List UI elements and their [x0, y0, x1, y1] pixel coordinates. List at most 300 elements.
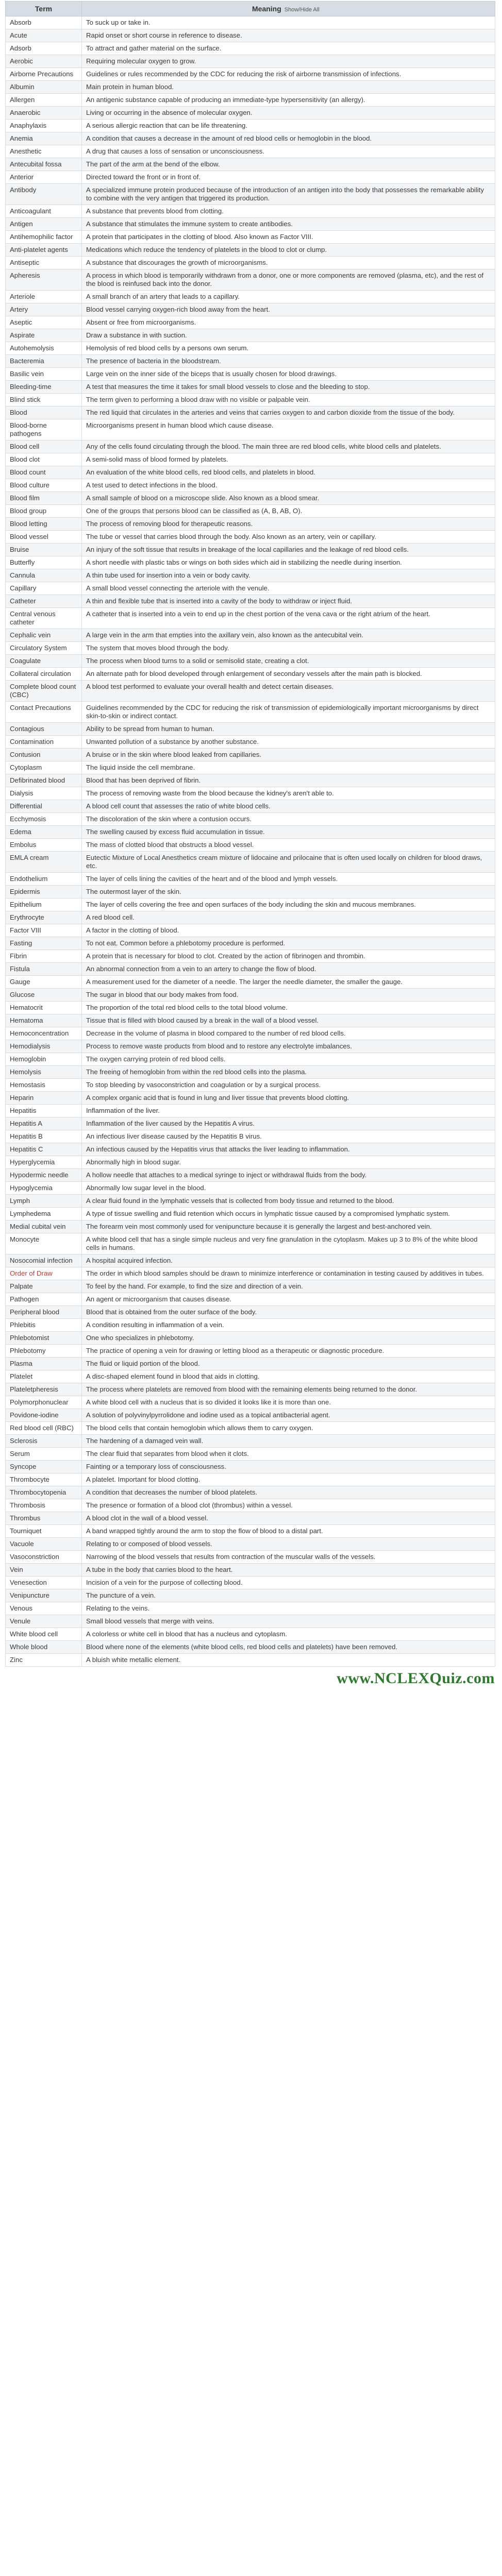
- term-cell: Acute: [6, 29, 82, 42]
- meaning-cell: An abnormal connection from a vein to an artery to change the flow of blood.: [82, 963, 495, 976]
- footer: [5, 1667, 497, 1687]
- term-cell: Allergen: [6, 94, 82, 107]
- meaning-cell: Blood where none of the elements (white blood cells, red blood cells and platelets) have been removed.: [82, 1641, 495, 1654]
- term-cell: Heparin: [6, 1092, 82, 1105]
- term-cell: Bleeding-time: [6, 381, 82, 394]
- meaning-cell: The process where platelets are removed from blood with the remaining elements being returned to the donor.: [82, 1383, 495, 1396]
- table-row: [6, 342, 495, 355]
- meaning-cell: Inflammation of the liver.: [82, 1105, 495, 1117]
- term-cell: Hyperglycemia: [6, 1156, 82, 1169]
- term-cell: Fibrin: [6, 950, 82, 963]
- term-cell: Coagulate: [6, 655, 82, 668]
- meaning-cell: A serious allergic reaction that can be life threatening.: [82, 120, 495, 132]
- term-cell: Artery: [6, 303, 82, 316]
- table-row: [6, 950, 495, 963]
- meaning-cell: The system that moves blood through the body.: [82, 642, 495, 655]
- term-cell: Syncope: [6, 1461, 82, 1473]
- term-cell: Contact Precautions: [6, 702, 82, 723]
- table-row: [6, 582, 495, 595]
- term-cell: Lymph: [6, 1195, 82, 1208]
- table-row: [6, 1079, 495, 1092]
- term-cell: Hemoconcentration: [6, 1027, 82, 1040]
- table-row: [6, 120, 495, 132]
- term-cell: Anticoagulant: [6, 205, 82, 218]
- table-row: [6, 94, 495, 107]
- table-row: [6, 1486, 495, 1499]
- term-cell: Hemoglobin: [6, 1053, 82, 1066]
- meaning-cell: A semi-solid mass of blood formed by platelets.: [82, 453, 495, 466]
- meaning-cell: Guidelines recommended by the CDC for reducing the risk of transmission of epidemiologically important microorganisms by direct skin-to-skin or indirect contact.: [82, 702, 495, 723]
- meaning-cell: Abnormally high in blood sugar.: [82, 1156, 495, 1169]
- meaning-cell: Narrowing of the blood vessels that results from contraction of the muscular walls of the vessels.: [82, 1551, 495, 1564]
- term-cell: Platelet: [6, 1370, 82, 1383]
- term-cell: Povidone-iodine: [6, 1409, 82, 1422]
- meaning-cell: A small branch of an artery that leads to a capillary.: [82, 291, 495, 303]
- term-cell: Hepatitis C: [6, 1143, 82, 1156]
- table-row: [6, 1002, 495, 1014]
- table-row: [6, 839, 495, 852]
- table-row: [6, 1525, 495, 1538]
- meaning-cell: Draw a substance in with suction.: [82, 329, 495, 342]
- table-row: [6, 1027, 495, 1040]
- table-row: [6, 492, 495, 505]
- meaning-cell: A solution of polyvinylpyrrolidone and iodine used as a topical antibacterial agent.: [82, 1409, 495, 1422]
- meaning-cell: A factor in the clotting of blood.: [82, 924, 495, 937]
- table-row: [6, 1641, 495, 1654]
- term-cell: Serum: [6, 1448, 82, 1461]
- term-cell: Hepatitis A: [6, 1117, 82, 1130]
- term-cell: Hemolysis: [6, 1066, 82, 1079]
- meaning-cell: The red liquid that circulates in the arteries and veins that carries oxygen to and carbon dioxide from the tissue of the body.: [82, 406, 495, 419]
- table-row: [6, 505, 495, 518]
- term-cell: Fistula: [6, 963, 82, 976]
- table-row: [6, 668, 495, 681]
- meaning-cell: A small sample of blood on a microscope slide. Also known as a blood smear.: [82, 492, 495, 505]
- meaning-cell: Main protein in human blood.: [82, 81, 495, 94]
- table-row: [6, 1345, 495, 1358]
- table-row: [6, 394, 495, 406]
- term-cell: Apheresis: [6, 269, 82, 291]
- table-row: [6, 608, 495, 629]
- meaning-cell: A substance that prevents blood from clotting.: [82, 205, 495, 218]
- term-cell: Sclerosis: [6, 1435, 82, 1448]
- table-row: [6, 1255, 495, 1267]
- table-row: [6, 1280, 495, 1293]
- meaning-cell: A bruise or in the skin where blood leaked from capillaries.: [82, 749, 495, 761]
- table-row: [6, 1143, 495, 1156]
- term-cell: Differential: [6, 800, 82, 813]
- term-cell: Peripheral blood: [6, 1306, 82, 1319]
- term-cell: Hematocrit: [6, 1002, 82, 1014]
- table-row: [6, 269, 495, 291]
- table-row: [6, 55, 495, 68]
- table-row: [6, 479, 495, 492]
- term-cell: Blood: [6, 406, 82, 419]
- meaning-cell: Inflammation of the liver caused by the Hepatitis A virus.: [82, 1117, 495, 1130]
- term-cell: Blood-borne pathogens: [6, 419, 82, 440]
- table-row: [6, 736, 495, 749]
- meaning-cell: The puncture of a vein.: [82, 1589, 495, 1602]
- meaning-cell: The presence or formation of a blood clot (thrombus) within a vessel.: [82, 1499, 495, 1512]
- meaning-cell: A tube in the body that carries blood to the heart.: [82, 1564, 495, 1577]
- meaning-cell: A substance that discourages the growth of microorganisms.: [82, 257, 495, 269]
- meaning-cell: Blood that is obtained from the outer surface of the body.: [82, 1306, 495, 1319]
- term-cell: Hemodialysis: [6, 1040, 82, 1053]
- table-row: [6, 68, 495, 81]
- table-row: [6, 1448, 495, 1461]
- meaning-cell: Microorganisms present in human blood which cause disease.: [82, 419, 495, 440]
- meaning-cell: A blood clot in the wall of a blood vessel.: [82, 1512, 495, 1525]
- term-cell: Contusion: [6, 749, 82, 761]
- term-cell: Plasma: [6, 1358, 82, 1370]
- table-row: [6, 406, 495, 419]
- meaning-cell: Relating to or composed of blood vessels.: [82, 1538, 495, 1551]
- meaning-cell: A condition that decreases the number of blood platelets.: [82, 1486, 495, 1499]
- term-cell: Hepatitis B: [6, 1130, 82, 1143]
- table-row: [6, 1551, 495, 1564]
- term-cell: Thrombosis: [6, 1499, 82, 1512]
- table-row: [6, 1014, 495, 1027]
- meaning-cell: A blood test performed to evaluate your overall health and detect certain diseases.: [82, 681, 495, 702]
- term-cell: Basilic vein: [6, 368, 82, 381]
- meaning-cell: Tissue that is filled with blood caused by a break in the wall of a blood vessel.: [82, 1014, 495, 1027]
- term-cell: Blood film: [6, 492, 82, 505]
- term-cell: Antibody: [6, 184, 82, 205]
- meaning-cell: The presence of bacteria in the bloodstream.: [82, 355, 495, 368]
- meaning-cell: An infectious caused by the Hepatitis virus that attacks the liver leading to inflammation.: [82, 1143, 495, 1156]
- meaning-cell: The sugar in blood that our body makes from food.: [82, 989, 495, 1002]
- meaning-cell: An injury of the soft tissue that results in breakage of the local capillaries and the leakage of red blood cells.: [82, 544, 495, 556]
- meaning-cell: A thin and flexible tube that is inserted into a cavity of the body to withdraw or inject fluid.: [82, 595, 495, 608]
- table-row: [6, 911, 495, 924]
- meaning-cell: One who specializes in phlebotomy.: [82, 1332, 495, 1345]
- table-row: [6, 1306, 495, 1319]
- meaning-cell: A protein that participates in the clotting of blood. Also known as Factor VIII.: [82, 231, 495, 244]
- term-cell: Autohemolysis: [6, 342, 82, 355]
- table-row: [6, 1409, 495, 1422]
- term-cell: Anemia: [6, 132, 82, 145]
- table-row: [6, 749, 495, 761]
- meaning-cell: The liquid inside the cell membrane.: [82, 761, 495, 774]
- term-cell: Blood letting: [6, 518, 82, 531]
- table-row: [6, 1195, 495, 1208]
- term-cell: Albumin: [6, 81, 82, 94]
- table-row: [6, 989, 495, 1002]
- table-row: [6, 723, 495, 736]
- table-row: [6, 257, 495, 269]
- term-cell: Hypodermic needle: [6, 1169, 82, 1182]
- table-row: [6, 419, 495, 440]
- term-cell: Pathogen: [6, 1293, 82, 1306]
- term-cell: Vein: [6, 1564, 82, 1577]
- term-cell: Thrombus: [6, 1512, 82, 1525]
- meaning-cell: The fluid or liquid portion of the blood.: [82, 1358, 495, 1370]
- meaning-cell: The oxygen carrying protein of red blood cells.: [82, 1053, 495, 1066]
- meaning-cell: A test that measures the time it takes for small blood vessels to close and the bleeding to stop.: [82, 381, 495, 394]
- meaning-cell: The layer of cells covering the free and open surfaces of the body including the skin and mucous membranes.: [82, 899, 495, 911]
- table-row: [6, 1130, 495, 1143]
- term-cell: Blood count: [6, 466, 82, 479]
- term-cell: Thrombocytopenia: [6, 1486, 82, 1499]
- meaning-cell: A platelet. Important for blood clotting.: [82, 1473, 495, 1486]
- term-cell: Venipuncture: [6, 1589, 82, 1602]
- meaning-cell: Requiring molecular oxygen to grow.: [82, 55, 495, 68]
- meaning-cell: An antigenic substance capable of producing an immediate-type hypersensitivity (an allergy).: [82, 94, 495, 107]
- table-row: [6, 813, 495, 826]
- meaning-cell: The practice of opening a vein for drawing or letting blood as a therapeutic or diagnostic procedure.: [82, 1345, 495, 1358]
- term-cell: Dialysis: [6, 787, 82, 800]
- column-header-meaning[interactable]: [82, 2, 495, 16]
- term-cell: Blind stick: [6, 394, 82, 406]
- table-row: [6, 873, 495, 886]
- meaning-cell: To not eat. Common before a phlebotomy procedure is performed.: [82, 937, 495, 950]
- table-row: [6, 518, 495, 531]
- meaning-cell: A white blood cell that has a single simple nucleus and very fine granulation in the cytoplasm. Makes up 3 to 8% of the white blood cells in humans.: [82, 1233, 495, 1255]
- term-cell: Phlebitis: [6, 1319, 82, 1332]
- meaning-cell: The discoloration of the skin where a contusion occurs.: [82, 813, 495, 826]
- table-row: [6, 303, 495, 316]
- table-row: [6, 899, 495, 911]
- table-row: [6, 826, 495, 839]
- meaning-cell: Any of the cells found circulating through the blood. The main three are red blood cells, white blood cells and platelets.: [82, 440, 495, 453]
- table-row: [6, 1066, 495, 1079]
- meaning-cell: A thin tube used for insertion into a vein or body cavity.: [82, 569, 495, 582]
- table-row: [6, 218, 495, 231]
- table-row: [6, 556, 495, 569]
- term-cell: Anaerobic: [6, 107, 82, 120]
- table-row: [6, 629, 495, 642]
- table-row: [6, 107, 495, 120]
- table-row: [6, 440, 495, 453]
- meaning-cell: A complex organic acid that is found in lung and liver tissue that prevents blood clotting.: [82, 1092, 495, 1105]
- meaning-cell: The part of the arm at the bend of the elbow.: [82, 158, 495, 171]
- meaning-cell: Unwanted pollution of a substance by another substance.: [82, 736, 495, 749]
- term-cell: Vasoconstriction: [6, 1551, 82, 1564]
- table-row: [6, 244, 495, 257]
- term-cell: Monocyte: [6, 1233, 82, 1255]
- table-row: [6, 231, 495, 244]
- table-row: [6, 381, 495, 394]
- meaning-cell: Ability to be spread from human to human.: [82, 723, 495, 736]
- table-row: [6, 1602, 495, 1615]
- table-row: [6, 1370, 495, 1383]
- term-cell: Lymphedema: [6, 1208, 82, 1221]
- term-cell: Antiseptic: [6, 257, 82, 269]
- table-row: [6, 42, 495, 55]
- meaning-cell: A band wrapped tightly around the arm to stop the flow of blood to a distal part.: [82, 1525, 495, 1538]
- term-cell: Antecubital fossa: [6, 158, 82, 171]
- term-cell: Vacuole: [6, 1538, 82, 1551]
- table-row: [6, 544, 495, 556]
- table-row: [6, 368, 495, 381]
- term-cell: Blood group: [6, 505, 82, 518]
- term-cell: Embolus: [6, 839, 82, 852]
- table-row: [6, 1538, 495, 1551]
- term-cell: Cytoplasm: [6, 761, 82, 774]
- meaning-cell: The mass of clotted blood that obstructs a blood vessel.: [82, 839, 495, 852]
- term-cell: Capillary: [6, 582, 82, 595]
- term-cell: Venous: [6, 1602, 82, 1615]
- table-row: [6, 1589, 495, 1602]
- meaning-cell: An evaluation of the white blood cells, red blood cells, and platelets in blood.: [82, 466, 495, 479]
- meaning-cell: Fainting or a temporary loss of consciousness.: [82, 1461, 495, 1473]
- term-cell: Fasting: [6, 937, 82, 950]
- term-cell: Cephalic vein: [6, 629, 82, 642]
- meaning-cell: A blood cell count that assesses the ratio of white blood cells.: [82, 800, 495, 813]
- site-brand[interactable]: www.NCLEXQuiz.com: [337, 1670, 495, 1687]
- table-row: [6, 702, 495, 723]
- meaning-cell: Decrease in the volume of plasma in blood compared to the number of red blood cells.: [82, 1027, 495, 1040]
- table-row: [6, 1117, 495, 1130]
- table-row: [6, 29, 495, 42]
- table-row: [6, 681, 495, 702]
- term-cell: Phlebotomist: [6, 1332, 82, 1345]
- meaning-cell: Eutectic Mixture of Local Anesthetics cream mixture of lidocaine and prilocaine that is often used locally on children for blood draws, etc.: [82, 852, 495, 873]
- term-cell: Blood clot: [6, 453, 82, 466]
- term-cell: Collateral circulation: [6, 668, 82, 681]
- meaning-cell: The freeing of hemoglobin from within the red blood cells into the plasma.: [82, 1066, 495, 1079]
- meaning-cell: A specialized immune protein produced because of the introduction of an antigen into the body that possesses the remarkable ability to combine with the very antigen that triggered its production.: [82, 184, 495, 205]
- table-row: [6, 1383, 495, 1396]
- show-hide-all-link[interactable]: Show/Hide All: [284, 7, 320, 13]
- table-row: [6, 1092, 495, 1105]
- term-cell: Adsorb: [6, 42, 82, 55]
- term-cell: Arteriole: [6, 291, 82, 303]
- table-row: [6, 1512, 495, 1525]
- term-cell: Epithelium: [6, 899, 82, 911]
- meaning-cell: Relating to the veins.: [82, 1602, 495, 1615]
- meaning-cell: The outermost layer of the skin.: [82, 886, 495, 899]
- meaning-cell: One of the groups that persons blood can be classified as (A, B, AB, O).: [82, 505, 495, 518]
- meaning-cell: A process in which blood is temporarily withdrawn from a donor, one or more components are removed (plasma, etc), and the rest of the blood is reinfused back into the donor.: [82, 269, 495, 291]
- term-cell: Aspirate: [6, 329, 82, 342]
- table-row: [6, 291, 495, 303]
- term-cell: Erythrocyte: [6, 911, 82, 924]
- meaning-cell: The layer of cells lining the cavities of the heart and of the blood and lymph vessels.: [82, 873, 495, 886]
- meaning-cell: An alternate path for blood developed through enlargement of secondary vessels after the main path is blocked.: [82, 668, 495, 681]
- term-cell: Antigen: [6, 218, 82, 231]
- table-row: [6, 655, 495, 668]
- table-row: [6, 1422, 495, 1435]
- table-row: [6, 852, 495, 873]
- term-cell: Medial cubital vein: [6, 1221, 82, 1233]
- table-header-row: [6, 2, 495, 16]
- meaning-cell: A red blood cell.: [82, 911, 495, 924]
- meaning-cell: Large vein on the inner side of the biceps that is usually chosen for blood drawings.: [82, 368, 495, 381]
- term-cell: Tourniquet: [6, 1525, 82, 1538]
- meaning-cell: To stop bleeding by vasoconstriction and coagulation or by a surgical process.: [82, 1079, 495, 1092]
- table-row: [6, 316, 495, 329]
- term-cell: Ecchymosis: [6, 813, 82, 826]
- table-row: [6, 787, 495, 800]
- meaning-cell: A white blood cell with a nucleus that is so divided it looks like it is more than one.: [82, 1396, 495, 1409]
- meaning-cell: The clear fluid that separates from blood when it clots.: [82, 1448, 495, 1461]
- table-row: [6, 761, 495, 774]
- meaning-cell: A clear fluid found in the lymphatic vessels that is collected from body tissue and returned to the blood.: [82, 1195, 495, 1208]
- column-header-meaning-label: Meaning: [252, 5, 281, 13]
- table-row: [6, 1615, 495, 1628]
- meaning-cell: Abnormally low sugar level in the blood.: [82, 1182, 495, 1195]
- table-row: [6, 1332, 495, 1345]
- meaning-cell: A short needle with plastic tabs or wings on both sides which aid in stabilizing the needle during insertion.: [82, 556, 495, 569]
- table-row: [6, 1105, 495, 1117]
- table-row: [6, 1267, 495, 1280]
- table-row: [6, 205, 495, 218]
- meaning-cell: A type of tissue swelling and fluid retention which occurs in lymphatic tissue caused by a compromised lymphatic system.: [82, 1208, 495, 1221]
- table-row: [6, 1628, 495, 1641]
- table-row: [6, 1040, 495, 1053]
- meaning-cell: Incision of a vein for the purpose of collecting blood.: [82, 1577, 495, 1589]
- meaning-cell: Process to remove waste products from blood and to restore any electrolyte imbalances.: [82, 1040, 495, 1053]
- table-row: [6, 1358, 495, 1370]
- meaning-cell: The swelling caused by excess fluid accumulation in tissue.: [82, 826, 495, 839]
- column-header-term[interactable]: Term: [6, 2, 82, 16]
- table-row: [6, 1156, 495, 1169]
- meaning-cell: Absent or free from microorganisms.: [82, 316, 495, 329]
- term-cell: Red blood cell (RBC): [6, 1422, 82, 1435]
- term-cell: Airborne Precautions: [6, 68, 82, 81]
- glossary-page: [5, 0, 497, 1687]
- table-row: [6, 531, 495, 544]
- table-row: [6, 145, 495, 158]
- term-cell: Zinc: [6, 1654, 82, 1667]
- table-row: [6, 1654, 495, 1667]
- term-cell: Blood cell: [6, 440, 82, 453]
- term-cell: Edema: [6, 826, 82, 839]
- meaning-cell: The hardening of a damaged vein wall.: [82, 1435, 495, 1448]
- table-row: [6, 1499, 495, 1512]
- meaning-cell: To attract and gather material on the surface.: [82, 42, 495, 55]
- table-row: [6, 1221, 495, 1233]
- term-cell: Blood culture: [6, 479, 82, 492]
- term-cell: Factor VIII: [6, 924, 82, 937]
- term-cell: Venule: [6, 1615, 82, 1628]
- term-cell: White blood cell: [6, 1628, 82, 1641]
- meaning-cell: Blood vessel carrying oxygen-rich blood away from the heart.: [82, 303, 495, 316]
- meaning-cell: A large vein in the arm that empties into the axillary vein, also known as the antecubital vein.: [82, 629, 495, 642]
- term-cell: Aerobic: [6, 55, 82, 68]
- meaning-cell: The process of removing waste from the blood because the kidney's aren't able to.: [82, 787, 495, 800]
- meaning-cell: The term given to performing a blood draw with no visible or palpable vein.: [82, 394, 495, 406]
- term-cell: Gauge: [6, 976, 82, 989]
- table-row: [6, 1396, 495, 1409]
- term-cell: Blood vessel: [6, 531, 82, 544]
- term-cell: Anaphylaxis: [6, 120, 82, 132]
- term-cell: Order of Draw: [6, 1267, 82, 1280]
- term-cell: Thrombocyte: [6, 1473, 82, 1486]
- meaning-cell: The blood cells that contain hemoglobin which allows them to carry oxygen.: [82, 1422, 495, 1435]
- meaning-cell: The forearm vein most commonly used for venipuncture because it is generally the largest and best-anchored vein.: [82, 1221, 495, 1233]
- glossary-table: [5, 1, 495, 1667]
- table-row: [6, 81, 495, 94]
- term-cell: Hypoglycemia: [6, 1182, 82, 1195]
- term-cell: Contamination: [6, 736, 82, 749]
- table-row: [6, 595, 495, 608]
- table-row: [6, 1435, 495, 1448]
- term-cell: Contagious: [6, 723, 82, 736]
- table-row: [6, 963, 495, 976]
- term-cell: Venesection: [6, 1577, 82, 1589]
- term-cell: Whole blood: [6, 1641, 82, 1654]
- term-cell: Catheter: [6, 595, 82, 608]
- meaning-cell: The process of removing blood for therapeutic reasons.: [82, 518, 495, 531]
- table-row: [6, 1577, 495, 1589]
- table-row: [6, 453, 495, 466]
- term-cell: Hematoma: [6, 1014, 82, 1027]
- table-row: [6, 937, 495, 950]
- term-cell: Complete blood count (CBC): [6, 681, 82, 702]
- term-cell: Circulatory System: [6, 642, 82, 655]
